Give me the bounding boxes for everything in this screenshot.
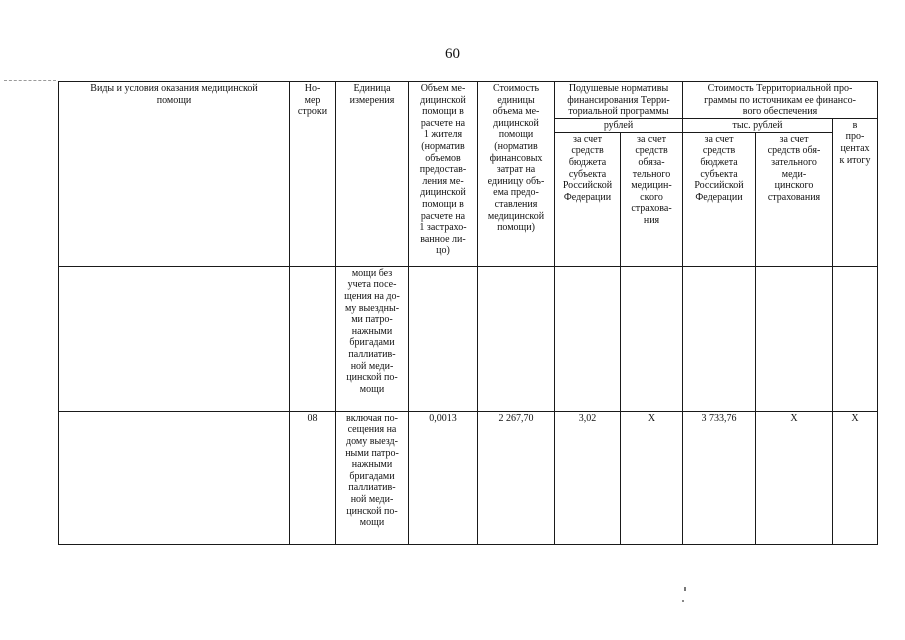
cell-per-capita-budget <box>555 266 621 411</box>
cell-per-capita-oms: Х <box>621 411 683 544</box>
header-percent-total: в про- центах к итогу <box>833 118 878 266</box>
cell-row-number: 08 <box>290 411 336 544</box>
scan-speck <box>682 600 684 602</box>
header-unit-cost: Стоимость единицы объема ме- дицинской помощи (норматив финансовых затрат на единицу объ- ема предо- ставления медицинской помощи) <box>478 82 555 267</box>
cell-per-capita-oms <box>621 266 683 411</box>
program-cost-table <box>58 81 878 545</box>
cell-per-capita-budget: 3,02 <box>555 411 621 544</box>
cell-row-number <box>290 266 336 411</box>
header-rubles: рублей <box>555 118 683 132</box>
cell-cost-oms: Х <box>756 411 833 544</box>
cell-percent: Х <box>833 411 878 544</box>
cell-volume <box>409 266 478 411</box>
scan-artifact-dash <box>4 80 56 81</box>
header-thousand-rubles: тыс. рублей <box>683 118 833 132</box>
header-budget-subject: за счет средств бюджета субъекта Российской Федерации <box>555 132 621 266</box>
header-volume: Объем ме- дицинской помощи в расчете на 1 жителя (норматив объемов предостав- ления ме- дицинской помощи в расчете на 1 застрахо- ванное ли- цо) <box>409 82 478 267</box>
header-oms-funds-2: за счет средств обя- зательного меди- цинского страхования <box>756 132 833 266</box>
cell-unit: включая по- сещения на дому выезд- ными патро- нажными бригадами паллиатив- ной меди- цинской по- мощи <box>336 411 409 544</box>
header-oms-funds: за счет средств обяза- тельного медицин- ского страхова- ния <box>621 132 683 266</box>
header-row-number: Но- мер строки <box>290 82 336 267</box>
cell-volume: 0,0013 <box>409 411 478 544</box>
cell-cost-budget <box>683 266 756 411</box>
cell-kind <box>59 266 290 411</box>
cell-percent <box>833 266 878 411</box>
table-row <box>59 266 878 411</box>
cell-cost-oms <box>756 266 833 411</box>
header-unit: Единица измерения <box>336 82 409 267</box>
cell-cost-budget: 3 733,76 <box>683 411 756 544</box>
header-kind: Виды и условия оказания медицинской помощи <box>59 82 290 267</box>
page-number: 60 <box>445 46 460 62</box>
scan-speck <box>684 587 686 591</box>
table-row <box>59 411 878 544</box>
header-budget-subject-2: за счет средств бюджета субъекта Российской Федерации <box>683 132 756 266</box>
cell-unit-cost: 2 267,70 <box>478 411 555 544</box>
header-program-cost-group: Стоимость Территориальной про- граммы по источникам ее финансо- вого обеспечения <box>683 82 878 119</box>
cell-unit: мощи без учета посе- щения на до- му выездны- ми патро- нажными бригадами паллиатив- ной меди- цинской по- мощи <box>336 266 409 411</box>
cell-unit-cost <box>478 266 555 411</box>
header-per-capita-group: Подушевые нормативы финансирования Терри- ториальной программы <box>555 82 683 119</box>
cell-kind <box>59 411 290 544</box>
